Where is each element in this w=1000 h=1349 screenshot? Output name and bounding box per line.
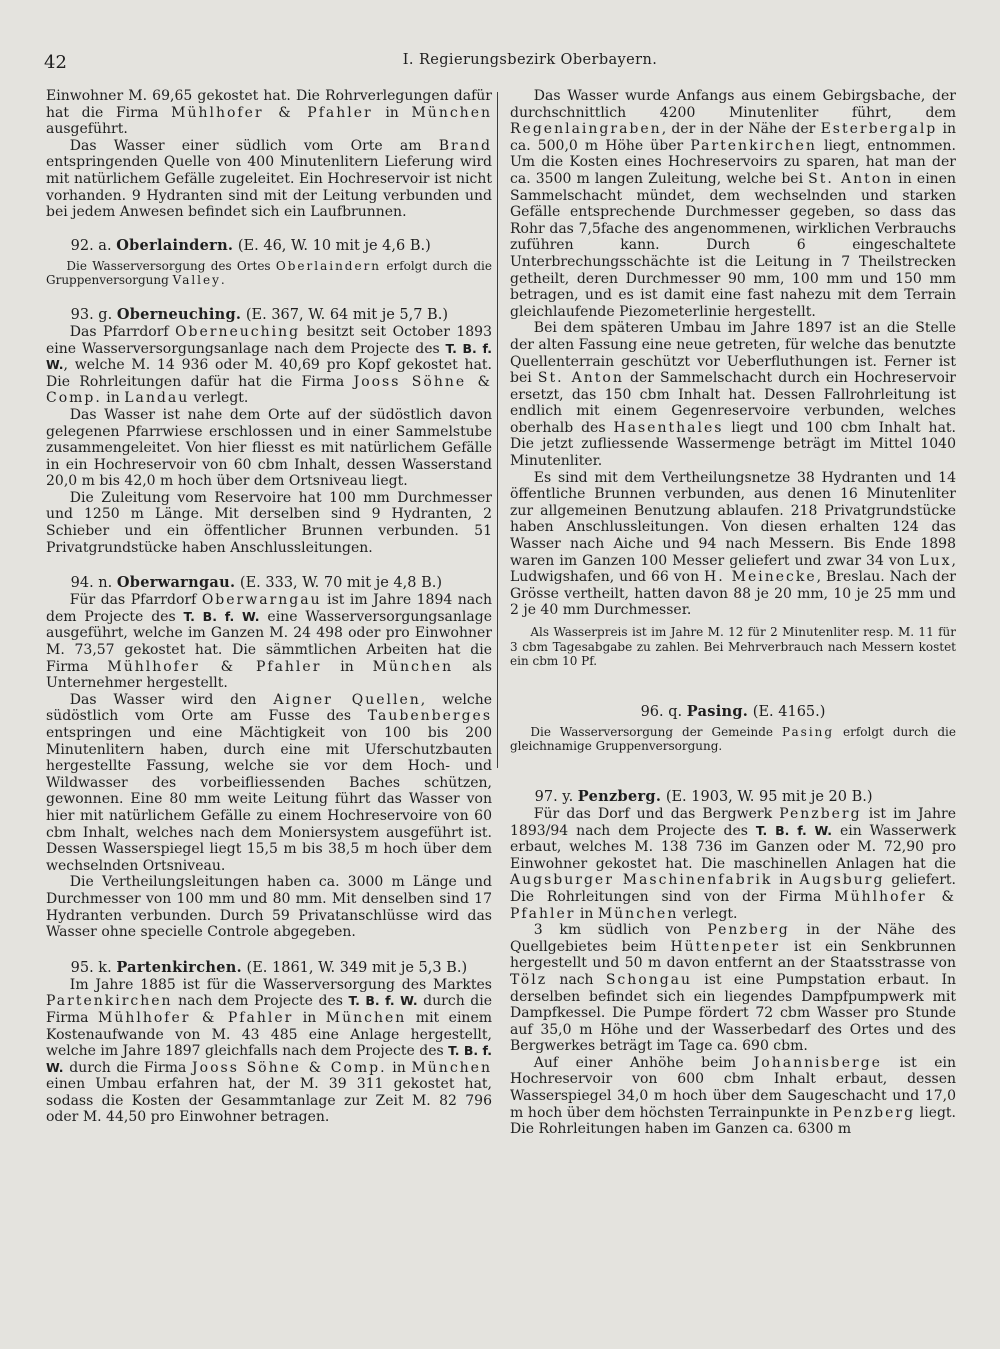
entry-heading-97: 97. y. Penzberg. (E. 1903, W. 95 mit je 20 B.) bbox=[534, 787, 873, 805]
paragraph: Das Pfarrdorf Oberneuching besitzt seit October 1893 eine Wasserversorgungsanlage nach dem Projecte des T. B. f. W., welche M. 14 936 oder M. 40,69 pro Kopf gekostet hat. Die Rohrleitungen dafür hat die Firma Jooss Söhne & Comp. in Landau verlegt. bbox=[46, 323, 492, 407]
paragraph: Für das Dorf und das Bergwerk Penzberg ist im Jahre 1893/94 nach dem Projecte des T. B. f. W. ein Wasserwerk erbaut, welches M. 138 736 im Ganzen oder M. 72,90 pro Einwohner gekostet hat. Die maschinellen Anlagen hat die Augsburger Maschinenfabrik in Augsburg geliefert. Die Rohrleitungen sind von der Firma Mühlhofer & Pfahler in München verlegt. bbox=[510, 805, 956, 922]
paragraph: Das Wasser einer südlich vom Orte am Brand entspringenden Quelle von 400 Minutenlitern Lieferung wird mit natürlichem Gefälle zugeleitet. Ein Hochreservoir ist nicht vorhanden. 9 Hydranten sind mit der Leitung verbunden und bei jedem Anwesen befindet sich ein Laufbrunnen. bbox=[46, 137, 492, 221]
paragraph: Bei dem späteren Umbau im Jahre 1897 ist an die Stelle der alten Fassung eine neue getreten, für welche das benutzte Quellenterrain geschützt vor Ueberfluthungen ist. Ferner ist bei St. Anton der Sammelschacht durch ein Hochreservoir ersetzt, das 150 cbm Inhalt hat. Dessen Fallrohrleitung ist endlich mit einem Gegenreservoire verbunden, welches oberhalb des Hasenthales liegt und 100 cbm Inhalt hat. Die jetzt zufliessende Wassermenge beträgt im Mittel 1040 Minutenliter. bbox=[510, 320, 956, 470]
entry-heading-95: 95. k. Partenkirchen. (E. 1861, W. 349 mit je 5,3 B.) bbox=[70, 958, 468, 976]
paragraph: Einwohner M. 69,65 gekostet hat. Die Rohrverlegungen dafür hat die Firma Mühlhofer & Pfahler in München ausgeführt. bbox=[46, 88, 492, 138]
entry-heading-93: 93. g. Oberneuching. (E. 367, W. 64 mit je 5,7 B.) bbox=[70, 305, 448, 323]
paragraph: Im Jahre 1885 ist für die Wasserversorgung des Marktes Partenkirchen nach dem Projecte des T. B. f. W. durch die Firma Mühlhofer & Pfahler in München mit einem Kostenaufwande von M. 43 485 eine Anlage hergestellt, welche im Jahre 1897 gleichfalls nach dem Projecte des T. B. f. W. durch die Firma Jooss Söhne & Comp. in München einen Umbau erfahren hat, der M. 39 311 gekostet hat, sodass die Kosten der Gesammtanlage zur Zeit M. 82 796 oder M. 44,50 pro Einwohner betragen. bbox=[46, 976, 492, 1126]
entry-heading-96: 96. q. Pasing. (E. 4165.) bbox=[640, 702, 826, 720]
paragraph: Das Wasser wurde Anfangs aus einem Gebirgsbache, der durchschnittlich 4200 Minutenliter führt, dem Regenlaingraben, der in der Nähe der Esterbergalp in ca. 500,0 m Höhe über Partenkirchen liegt, entnommen. Um die Kosten eines Hochreservoirs zu sparen, hat man der ca. 3500 m langen Zuleitung, welche bei St. Anton in einen Sammelschacht mündet, dem wechselnden und starken Gefälle entsprechende Durchmesser gegeben, so dass das Rohr das 7,5fache des angenommenen, wirklichen Verbrauchs zuführen kann. Durch 6 eingeschaltete Unterbrechungsschächte ist die Leitung in 7 Theilstrecken getheilt, deren Durchmesser 90 mm, 100 mm und 150 mm betragen, und es ist damit eine fast nahezu mit dem Terrain gleichlaufende Piezometerlinie hergestellt. bbox=[510, 88, 957, 320]
column-divider bbox=[497, 92, 498, 768]
paragraph: Die Vertheilungsleitungen haben ca. 3000 m Länge und Durchmesser von 100 mm und 80 mm. Mit denselben sind 17 Hydranten verbunden. Durch 59 Privatanschlüsse wird das Wasser ohne specielle Controle abgegeben. bbox=[46, 874, 492, 941]
left-column bbox=[46, 88, 492, 1126]
small-note: Als Wasserpreis ist im Jahre M. 12 für 2 Minutenliter resp. M. 11 für 3 cbm Tagesabgabe zu zahlen. Bei Mehrverbrauch nach Messern kostet ein cbm 10 Pf. bbox=[510, 625, 956, 669]
right-column bbox=[510, 88, 956, 1138]
running-header: I. Regierungsbezirk Oberbayern. bbox=[402, 52, 658, 68]
page-number: 42 bbox=[44, 52, 67, 73]
entry-heading-94: 94. n. Oberwarngau. (E. 333, W. 70 mit je 4,8 B.) bbox=[70, 574, 443, 592]
paragraph: Das Wasser ist nahe dem Orte auf der südöstlich davon gelegenen Pfarrwiese erschlossen und in einer Sammelstube zusammengeleitet. Von hier fliesst es mit natürlichem Gefälle in ein Hochreservoir von 60 cbm Inhalt, dessen Wasserstand 20,0 m bis 42,0 m hoch über dem Ortsniveau liegt. bbox=[46, 406, 492, 490]
paragraph: Auf einer Anhöhe beim Johannisberge ist ein Hochreservoir von 600 cbm Inhalt erbaut, dessen Wasserspiegel 34,0 m hoch über dem Saugeschacht und 17,0 m hoch über dem höchsten Terrainpunkte in Penzberg liegt. Die Rohrleitungen haben im Ganzen ca. 6300 m bbox=[510, 1054, 956, 1138]
paragraph: Für das Pfarrdorf Oberwarngau ist im Jahre 1894 nach dem Projecte des T. B. f. W. eine Wasserversorgungsanlage ausgeführt, welche im Ganzen M. 24 498 oder pro Einwohner M. 73,57 gekostet hat. Die sämmtlichen Arbeiten hat die Firma Mühlhofer & Pfahler in München als Unternehmer hergestellt. bbox=[46, 592, 492, 692]
paragraph: Das Wasser wird den Aigner Quellen, welche südöstlich vom Orte am Fusse des Taubenberges entspringen und eine Mächtigkeit von 100 bis 200 Minutenlitern haben, durch eine mit Uferschutzbauten hergestellte Fassung, welche sie vor dem Hoch- und Wildwasser des vorbeifliessenden Baches schützen, gewonnen. Eine 80 mm weite Leitung führt das Wasser von hier mit natürlichem Gefälle zu einem Hochreservoire von 60 cbm Inhalt, welches nach dem Moniersystem ausgeführt ist. Dessen Wasserspiegel liegt 15,5 m bis 38,5 m hoch über dem wechselnden Ortsniveau. bbox=[46, 691, 492, 874]
paragraph: 3 km südlich von Penzberg in der Nähe des Quellgebietes beim Hüttenpeter ist ein Senkbrunnen hergestellt und 50 m davon entfernt an der Staatsstrasse von Tölz nach Schongau ist eine Pumpstation erbaut. In derselben befindet sich ein liegendes Dampfpumpwerk mit Dampfkessel. Die Pumpe fördert 72 cbm Wasser pro Stunde auf 35,0 m Höhe und der Wasserbedarf des Ortes und des Bergwerkes beträgt im Tage ca. 690 cbm. bbox=[510, 922, 956, 1055]
entry-heading-92: 92. a. Oberlaindern. (E. 46, W. 10 mit je 4,6 B.) bbox=[70, 236, 431, 254]
paragraph: Es sind mit dem Vertheilungsnetze 38 Hydranten und 14 öffentliche Brunnen verbunden, aus denen 16 Minutenliter zur allgemeinen Benutzung ablaufen. 218 Privatgrundstücke haben Anschlussleitungen. Von diesen erhalten 124 das Wasser nach Aiche und 94 nach Messern. Bis Ende 1898 waren im Ganzen 100 Messer geliefert und zwar 34 von Lux, Ludwigshafen, und 66 von H. Meinecke, Breslau. Nach der Grösse vertheilt, hatten davon 88 je 20 mm, 10 je 25 mm und 2 je 40 mm Durchmesser. bbox=[510, 469, 956, 619]
paragraph: Die Zuleitung vom Reservoire hat 100 mm Durchmesser und 1250 m Länge. Mit derselben sind 9 Hydranten, 2 Schieber und ein öffentlicher Brunnen verbunden. 51 Privatgrundstücke haben Anschlussleitungen. bbox=[46, 489, 492, 556]
small-note: Die Wasserversorgung des Ortes Oberlaindern erfolgt durch die Gruppenversorgung Valley. bbox=[46, 258, 492, 288]
small-note: Die Wasserversorgung der Gemeinde Pasing erfolgt durch die gleichnamige Gruppenversorgung. bbox=[510, 724, 956, 754]
